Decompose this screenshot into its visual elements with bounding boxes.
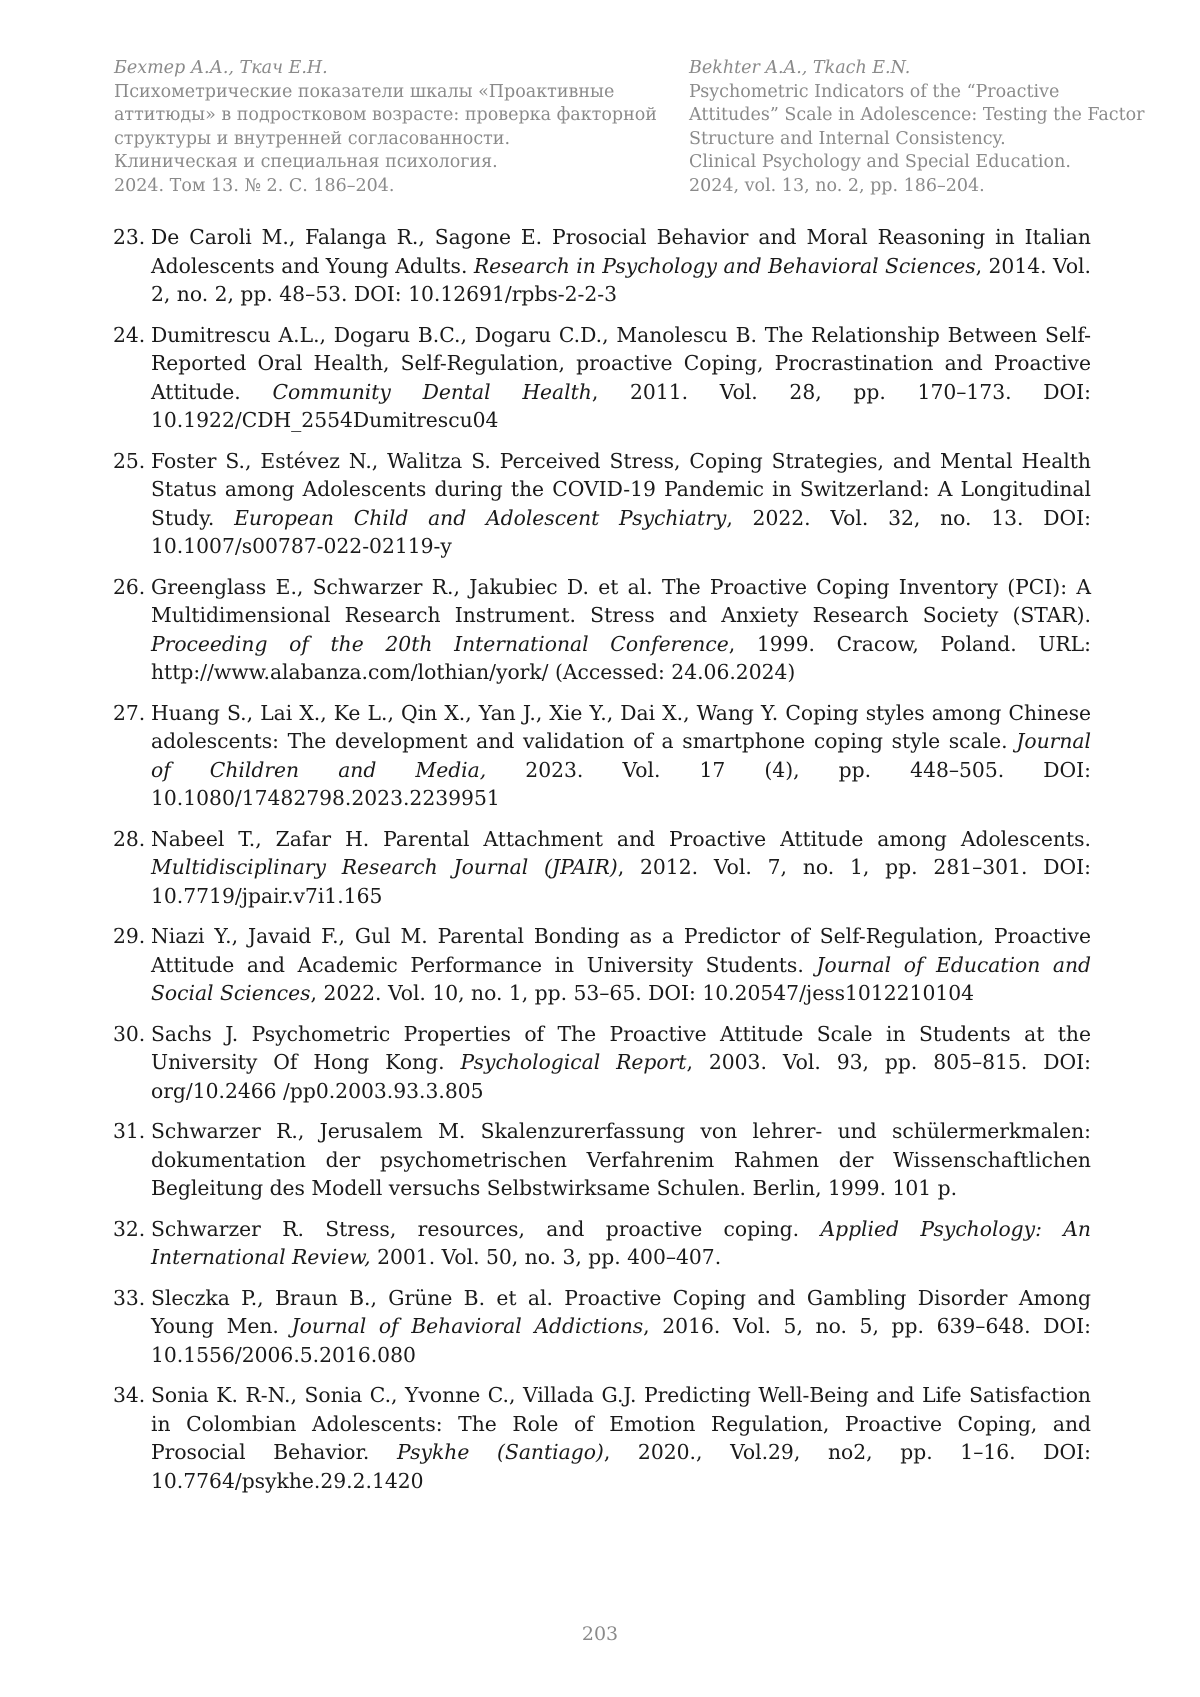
reference-number: 34. xyxy=(113,1383,146,1407)
reference-item xyxy=(113,1284,1091,1370)
reference-text xyxy=(151,573,1091,687)
reference-text xyxy=(151,922,1091,1008)
reference-item xyxy=(113,825,1091,911)
reference-journal: Journal of Education and Social Sciences xyxy=(151,952,1091,1005)
reference-details: , 2011. Vol. 28, pp. 170–173. DOI: 10.1922/CDH_2554Dumitrescu04 xyxy=(151,379,1092,432)
reference-text xyxy=(151,699,1091,813)
reference-item xyxy=(113,223,1091,309)
reference-number: 31. xyxy=(113,1119,146,1143)
reference-number: 30. xyxy=(113,1021,146,1046)
reference-body: Huang S., Lai X., Ke L., Qin X., Yan J., Xie Y., Dai X., Wang Y. Coping styles among Chinese adolescents: The development and validation of a smartphone coping style scale. xyxy=(151,700,1091,753)
reference-details: , 2003. Vol. 93, pp. 805–815. DOI: org/10.2466 /pp0.2003.93.3.805 xyxy=(151,1050,1091,1103)
reference-details: , 2020., Vol.29, no2, pp. 1–16. DOI: 10.7764/psykhe.29.2.1420 xyxy=(151,1440,1091,1493)
reference-text xyxy=(151,321,1091,435)
reference-item xyxy=(113,922,1091,1008)
reference-details: , 2016. Vol. 5, no. 5, pp. 639–648. DOI: 10.1556/2006.5.2016.080 xyxy=(151,1314,1091,1367)
reference-journal: Multidisciplinary Research Journal (JPAIR) xyxy=(151,855,618,879)
header-line-en: Psychometric Indicators of the “Proactive xyxy=(689,81,1060,102)
reference-item xyxy=(113,699,1091,813)
running-header xyxy=(0,57,1200,207)
reference-details: , 2012. Vol. 7, no. 1, pp. 281–301. DOI: 10.7719/jpair.v7i1.165 xyxy=(151,855,1091,908)
reference-number: 29. xyxy=(113,924,146,948)
header-line-ru: аттитюды» в подростковом возрасте: проверка факторной xyxy=(114,105,657,125)
reference-text xyxy=(151,1284,1091,1370)
reference-text xyxy=(151,825,1091,911)
header-russian xyxy=(114,57,657,198)
reference-journal: Applied Psychology: An International Review, xyxy=(151,1216,1091,1269)
reference-number: 23. xyxy=(113,225,146,249)
reference-body: Schwarzer R., Jerusalem M. Skalenzurerfassung von lehrer- und schülermerkmalen: dokumentation der psychometrischen Verfahrenim Rahmen der Wissenschaftlichen Begleitung des Modell versuchs Selbstwirksame Schulen. Berlin, 1999. 101 p. xyxy=(151,1119,1091,1200)
reference-body: Sachs J. Psychometric Properties of The Proactive Attitude Scale in Students at the University Of Hong Kong. xyxy=(151,1021,1091,1074)
header-authors-en: Bekhter A.A., Tkach E.N. xyxy=(689,58,911,78)
header-line-en: Clinical Psychology and Special Education. xyxy=(689,152,1071,172)
reference-item xyxy=(113,1117,1091,1203)
reference-body: Greenglass E., Schwarzer R., Jakubiec D. et al. The Proactive Coping Inventory (PCI): A Multidimensional Research Instrument. Stress and Anxiety Research Society (STAR). xyxy=(151,574,1091,627)
page-number: 203 xyxy=(581,1623,619,1645)
reference-journal: Proceeding of the 20th International Conference xyxy=(151,631,729,656)
reference-item xyxy=(113,447,1091,561)
reference-details: , 1999. Cracow, Poland. URL: http://www.alabanza.com/lothian/york/ (Accessed: 24.06.2024) xyxy=(151,631,1091,684)
reference-item xyxy=(113,1020,1091,1106)
reference-list xyxy=(113,223,1091,1507)
reference-text xyxy=(151,223,1091,309)
reference-journal: Community Dental Health xyxy=(272,379,592,404)
reference-journal: Psychological Report xyxy=(460,1050,687,1074)
reference-number: 26. xyxy=(113,574,146,599)
reference-details: 2023. Vol. 17 (4), pp. 448–505. DOI: 10.1080/17482798.2023.2239951 xyxy=(151,757,1091,810)
reference-journal: Research in Psychology and Behavioral Sciences xyxy=(473,253,976,278)
reference-journal: Journal of Behavioral Addictions xyxy=(291,1314,644,1338)
header-line-ru: Клиническая и специальная психология. xyxy=(114,152,498,172)
reference-text xyxy=(151,1215,1091,1272)
reference-text xyxy=(151,1020,1091,1106)
reference-body: Foster S., Estévez N., Walitza S. Perceived Stress, Coping Strategies, and Mental Health Status among Adolescents during the COVID-19 Pandemic in Switzerland: A Longitudinal Study. xyxy=(151,448,1091,530)
reference-item xyxy=(113,321,1091,435)
reference-text xyxy=(151,1381,1091,1495)
reference-text xyxy=(151,447,1091,561)
header-english xyxy=(689,57,1149,198)
header-line-en: Structure and Internal Consistency. xyxy=(689,128,1006,149)
reference-journal: Psykhe (Santiago) xyxy=(397,1440,604,1464)
reference-number: 27. xyxy=(113,700,146,725)
header-line-ru: 2024. Том 13. № 2. С. 186–204. xyxy=(114,175,395,196)
reference-details: , 2014. Vol. 2, no. 2, pp. 48–53. DOI: 10.12691/rpbs-2-2-3 xyxy=(151,253,1091,306)
reference-body: Niazi Y., Javaid F., Gul M. Parental Bonding as a Predictor of Self-Regulation, Proactive Attitude and Academic Performance in University Students. xyxy=(151,924,1091,977)
reference-body: Sleczka P., Braun B., Grüne B. et al. Proactive Coping and Gambling Disorder Among Young Men. xyxy=(151,1285,1091,1338)
reference-number: 24. xyxy=(113,322,146,347)
reference-body: De Caroli M., Falanga R., Sagone E. Prosocial Behavior and Moral Reasoning in Italian Adolescents and Young Adults. xyxy=(151,225,1091,278)
reference-item xyxy=(113,573,1091,687)
reference-details: 2001. Vol. 50, no. 3, pp. 400–407. xyxy=(370,1245,722,1269)
reference-journal: Journal of Children and Media, xyxy=(151,729,1091,782)
reference-item xyxy=(113,1215,1091,1272)
reference-body: Sonia K. R-N., Sonia C., Yvonne C., Villada G.J. Predicting Well-Being and Life Satisfaction in Colombian Adolescents: The Role of Emotion Regulation, Proactive Coping, and Prosocial Behavior. xyxy=(151,1383,1091,1464)
reference-details: , 2022. Vol. 32, no. 13. DOI: 10.1007/s00787-022-02119-y xyxy=(151,505,1091,558)
header-line-ru: структуры и внутренней согласованности. xyxy=(114,128,511,149)
reference-number: 25. xyxy=(113,448,146,473)
reference-details: , 2022. Vol. 10, no. 1, pp. 53–65. DOI: 10.20547/jess1012210104 xyxy=(310,981,975,1005)
reference-number: 28. xyxy=(113,826,146,851)
reference-journal: European Child and Adolescent Psychiatry xyxy=(234,505,727,530)
reference-text xyxy=(151,1117,1091,1203)
header-line-ru: Психометрические показатели шкалы «Проактивные xyxy=(114,81,615,102)
reference-body: Schwarzer R. Stress, resources, and proactive coping. xyxy=(151,1216,821,1241)
reference-number: 33. xyxy=(113,1285,146,1310)
reference-number: 32. xyxy=(113,1216,146,1241)
header-line-en: Attitudes” Scale in Adolescence: Testing the Factor xyxy=(689,105,1145,125)
reference-item xyxy=(113,1381,1091,1495)
reference-body: Dumitrescu A.L., Dogaru B.C., Dogaru C.D., Manolescu B. The Relationship Between Self-Reported Oral Health, Self-Regulation, proactive Coping, Procrastination and Proactive Attitude. xyxy=(151,322,1091,404)
header-line-en: 2024, vol. 13, no. 2, pp. 186–204. xyxy=(689,175,985,196)
reference-body: Nabeel T., Zafar H. Parental Attachment and Proactive Attitude among Adolescents. xyxy=(151,826,1091,851)
header-authors-ru: Бехтер А.А., Ткач Е.Н. xyxy=(114,58,328,78)
